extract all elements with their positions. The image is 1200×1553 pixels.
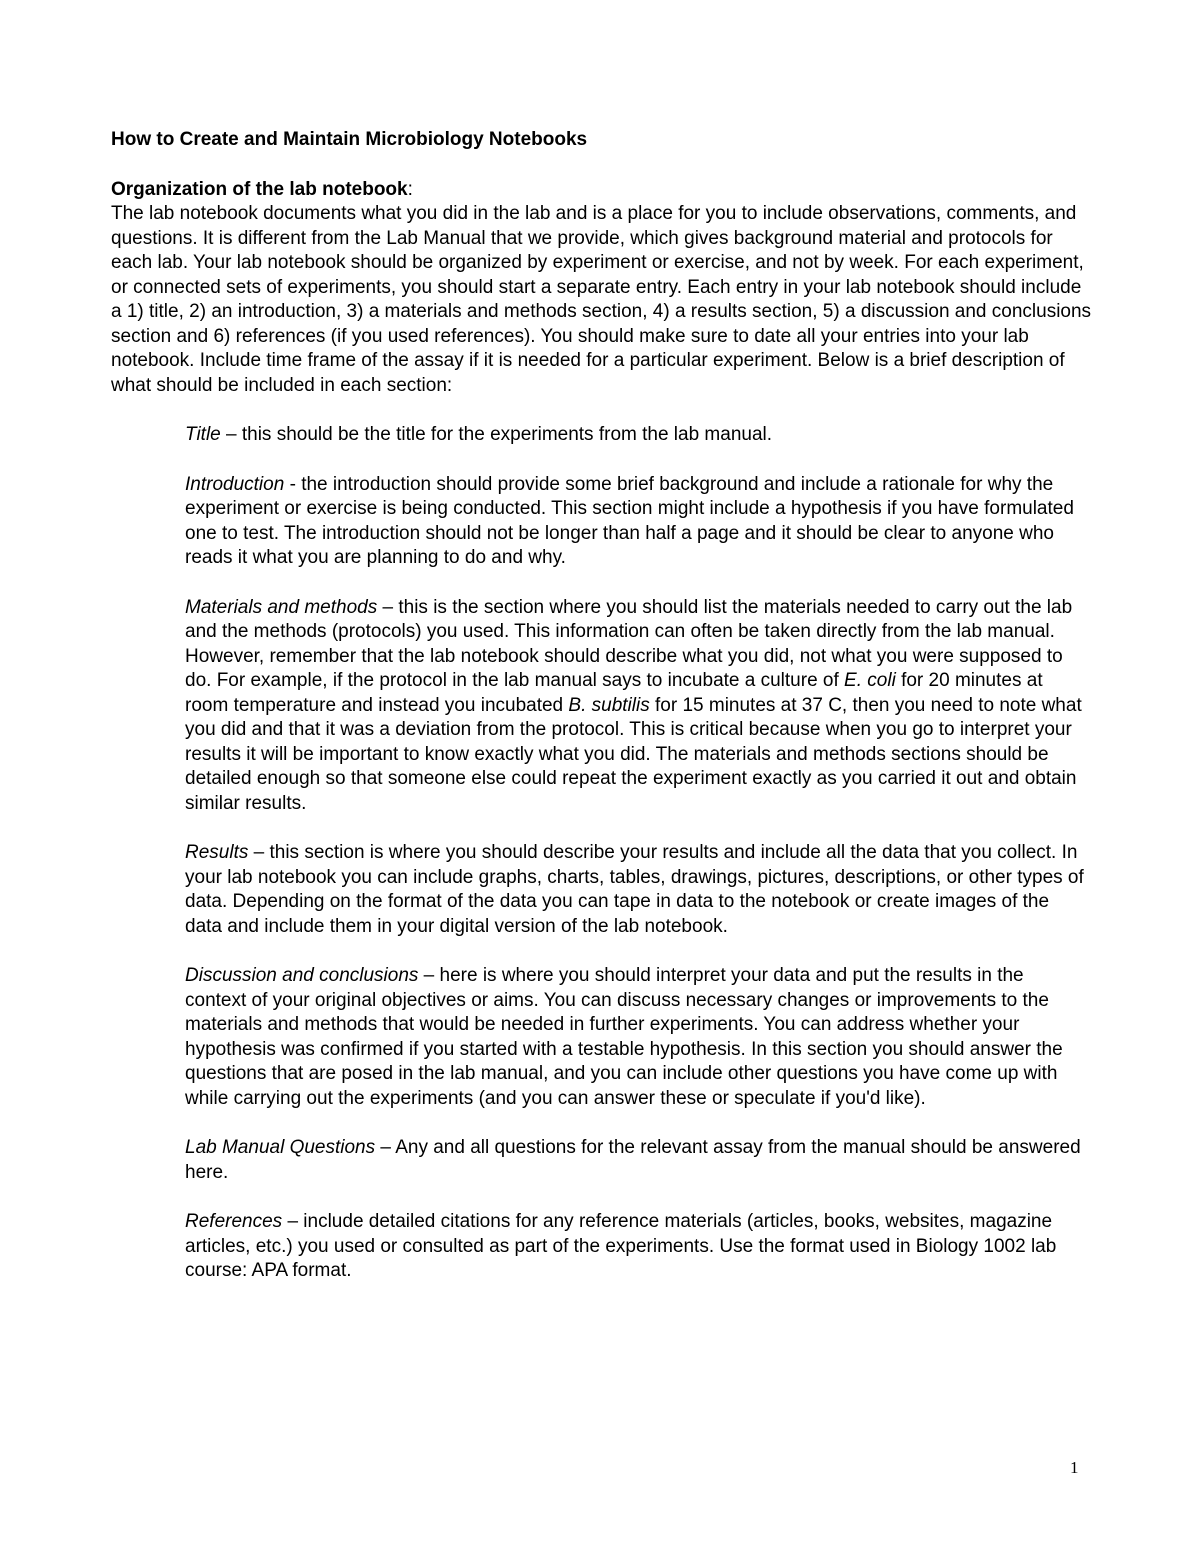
section-separator: – <box>248 842 270 863</box>
section-separator: – <box>377 596 399 618</box>
section-text: the introduction should provide some brief background and include a rationale for why the experiment or exercise is being conducted. This section might include a hypothesis if you have formulated one to test. The introduction should not be longer than half a page and it should be clear to anyone who reads it what you are planning to do and why. <box>185 473 1074 568</box>
section-separator: – <box>220 424 242 445</box>
section-text: here is where you should interpret your data and put the results in the context of your original objectives or aims. You can discuss necessary changes or improvements to the materials and methods that would be needed in further experiments. You can address whether your hypothesis was confirmed if you started with a testable hypothesis. In this section you should answer the questions that are posed in the lab manual, and you can include other questions you have come up with while carrying out the experiments (and you can answer these or speculate if you'd like). <box>185 965 1063 1109</box>
section-label: Title <box>185 424 221 445</box>
section-text: include detailed citations for any reference materials (articles, books, websites, magazine articles, etc.) you used or consulted as part of the experiments. Use the format used in Biology 1002 lab course: APA format. <box>185 1211 1057 1281</box>
section-label: Introduction <box>185 473 285 495</box>
section-results-description <box>185 841 1085 939</box>
section-text: this is the section where you should list the materials needed to carry out the lab and the methods (protocols) you used. This information can often be taken directly from the lab manual. However, remember that the lab notebook should describe what you did, not what you were supposed to do. For example, if the protocol in the lab manual says to incubate a culture of <box>185 596 1073 691</box>
section-label: Results <box>185 842 249 863</box>
organization-heading-colon: : <box>407 178 413 200</box>
section-questions-description <box>185 1136 1085 1185</box>
section-references-description <box>185 1210 1085 1284</box>
section-separator: – <box>282 1211 304 1232</box>
intro-paragraph: The lab notebook documents what you did in the lab and is a place for you to include observations, comments, and questions. It is different from the Lab Manual that we provide, which gives background material and protocols for each lab. Your lab notebook should be organized by experiment or exercise, and not by week. For each experiment, or connected sets of experiments, you should start a separate entry. Each entry in your lab notebook should include a 1) title, 2) an introduction, 3) a materials and methods section, 4) a results section, 5) a discussion and conclusions section and 6) references (if you used references). You should make sure to date all your entries into your lab notebook. Include time frame of the assay if it is needed for a particular experiment. Below is a brief description of what should be included in each section: <box>111 203 1092 396</box>
species-name: B. subtilis <box>568 694 650 716</box>
document-page <box>111 128 1096 1284</box>
organization-heading-text: Organization of the lab notebook <box>111 178 408 200</box>
section-separator: – <box>375 1137 396 1158</box>
section-label: Materials and methods <box>185 596 378 618</box>
species-name: E. coli <box>844 670 896 691</box>
page-number: 1 <box>1070 1458 1079 1477</box>
section-title-description <box>185 423 1085 448</box>
section-separator: – <box>418 965 440 986</box>
section-text: for 20 minutes at room temperature and instead you incubated <box>185 670 1043 716</box>
section-label: References <box>185 1211 283 1232</box>
section-label: Lab Manual Questions <box>185 1137 376 1158</box>
section-introduction-description <box>185 473 1085 571</box>
section-materials-description <box>185 596 1085 817</box>
section-text: Any and all questions for the relevant assay from the manual should be answered here. <box>185 1137 1081 1183</box>
document-title: How to Create and Maintain Microbiology Notebooks <box>111 129 588 150</box>
section-text: this should be the title for the experiments from the lab manual. <box>241 424 773 445</box>
section-discussion-description <box>185 964 1085 1111</box>
section-separator: - <box>284 473 302 495</box>
section-descriptions <box>185 423 1085 1284</box>
section-label: Discussion and conclusions <box>185 965 419 986</box>
section-text: this section is where you should describe your results and include all the data that you collect. In your lab notebook you can include graphs, charts, tables, drawings, pictures, descriptions, or other types of data. Depending on the format of the data you can tape in data to the notebook or create images of the data and include them in your digital version of the lab notebook. <box>185 842 1084 937</box>
section-text: for 15 minutes at 37 C, then you need to note what you did and that it was a deviation from the protocol. This is critical because when you go to interpret your results it will be important to know exactly what you did. The materials and methods sections should be detailed enough so that someone else could repeat the experiment exactly as you carried it out and obtain similar results. <box>185 694 1082 814</box>
organization-heading <box>111 178 1096 203</box>
